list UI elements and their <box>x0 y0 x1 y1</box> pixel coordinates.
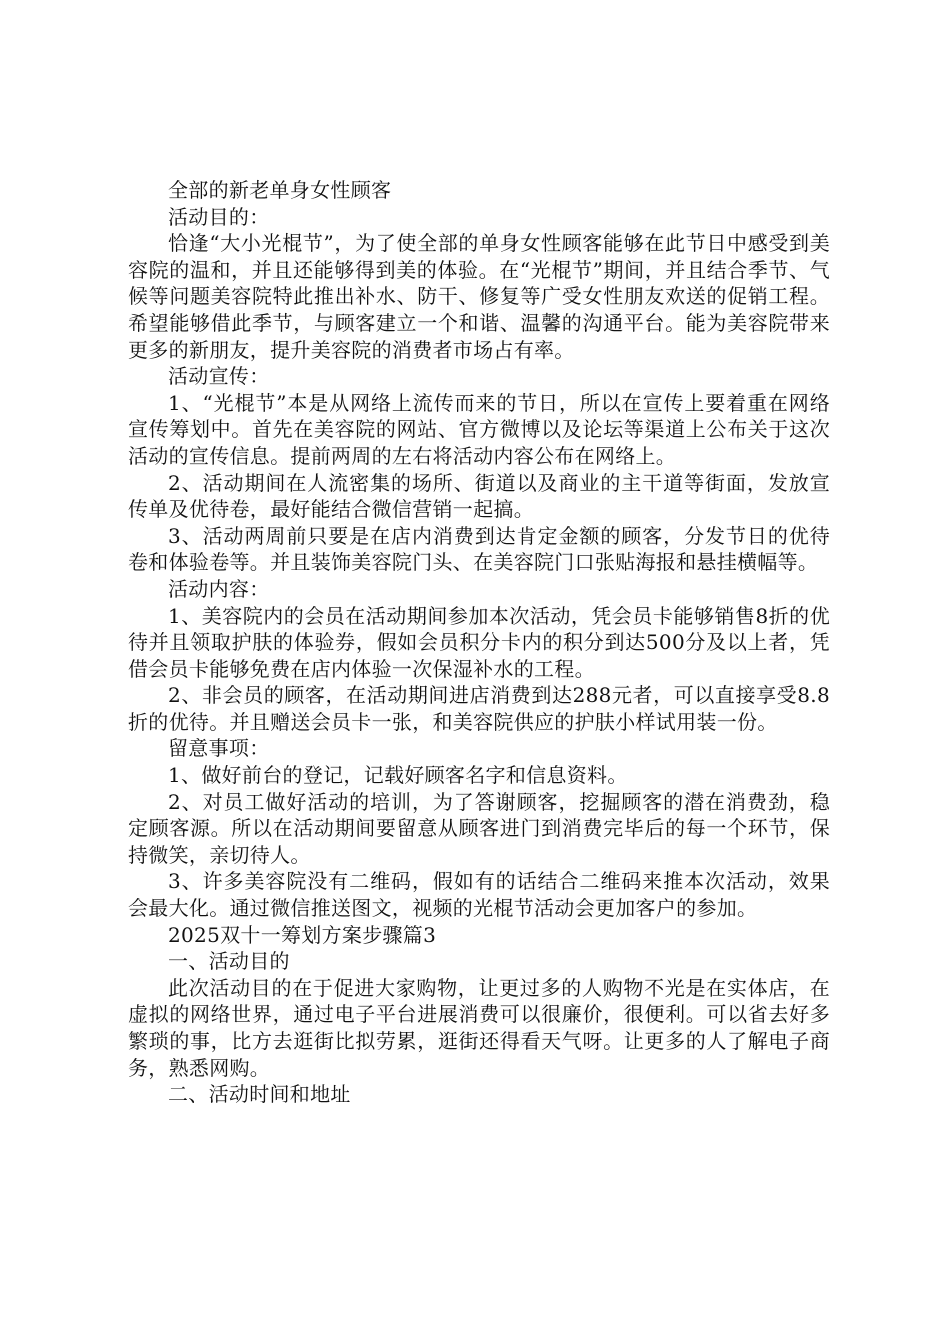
section-title-part-3: 2025双十一筹划方案步骤篇3 <box>168 922 437 947</box>
paragraph-notes-1: 1、做好前台的登记，记载好顾客名字和信息资料。 <box>168 763 628 788</box>
paragraph-notes-2: 2、对员工做好活动的培训，为了答谢顾客，挖掘顾客的潜在消费劲，稳定顾客源。所以在活动期间要留意从顾客进门到消费完毕后的每一个环节，保持微笑，亲切待人。 <box>128 789 830 867</box>
heading-activity-promotion: 活动宣传： <box>168 364 270 389</box>
paragraph-purpose-body: 恰逢“大小光棍节”，为了使全部的单身女性顾客能够在此节日中感受到美容院的温和，并且还能够得到美的体验。在“光棍节”期间，并且结合季节、气候等问题美容院特此推出补水、防干、修复等广受女性朋友欢送的促销工程。希望能够借此季节，与顾客建立一个和谐、温馨的沟通平台。能为美容院带来更多的新朋友，提升美容院的消费者市场占有率。 <box>128 231 830 362</box>
heading-activity-content: 活动内容： <box>168 576 270 601</box>
paragraph-promotion-2: 2、活动期间在人流密集的场所、街道以及商业的主干道等街面，发放宣传单及优待卷，最好能结合微信营销一起搞。 <box>128 470 830 522</box>
paragraph-part3-purpose-body: 此次活动目的在于促进大家购物，让更过多的人购物不光是在实体店，在虚拟的网络世界，通过电子平台进展消费可以很廉价，很便利。可以省去好多繁琐的事，比方去逛街比拟劳累，逛街还得看天气呀。让更多的人了解电子商务，熟悉网购。 <box>128 975 830 1080</box>
heading-time-and-place: 二、活动时间和地址 <box>168 1082 351 1107</box>
paragraph-promotion-1: 1、“光棍节”本是从网络上流传而来的节日，所以在宣传上要着重在网络宣传筹划中。首先在美容院的网站、官方微博以及论坛等渠道上公布关于这次活动的宣传信息。提前两周的左右将活动内容公布在网络上。 <box>128 390 830 468</box>
paragraph-target-audience: 全部的新老单身女性顾客 <box>168 178 392 202</box>
heading-notes: 留意事项： <box>168 736 270 761</box>
paragraph-content-2: 2、非会员的顾客，在活动期间进店消费到达288元者，可以直接享受8.8折的优待。并且赠送会员卡一张，和美容院供应的护肤小样试用装一份。 <box>128 683 830 734</box>
paragraph-promotion-3: 3、活动两周前只要是在店内消费到达肯定金额的顾客，分发节日的优待卷和体验卷等。并且装饰美容院门头、在美容院门口张贴海报和悬挂横幅等。 <box>128 523 830 575</box>
document-body <box>128 177 830 1108</box>
paragraph-notes-3: 3、许多美容院没有二维码，假如有的话结合二维码来推本次活动，效果会最大化。通过微信推送图文，视频的光棍节活动会更加客户的参加。 <box>128 869 830 921</box>
paragraph-content-1: 1、美容院内的会员在活动期间参加本次活动，凭会员卡能够销售8折的优待并且领取护肤的体验券，假如会员积分卡内的积分到达500分及以上者，凭借会员卡能够免费在店内体验一次保湿补水的工程。 <box>128 603 830 681</box>
heading-activity-purpose: 活动目的： <box>168 204 270 229</box>
heading-part3-purpose: 一、活动目的 <box>168 949 290 974</box>
